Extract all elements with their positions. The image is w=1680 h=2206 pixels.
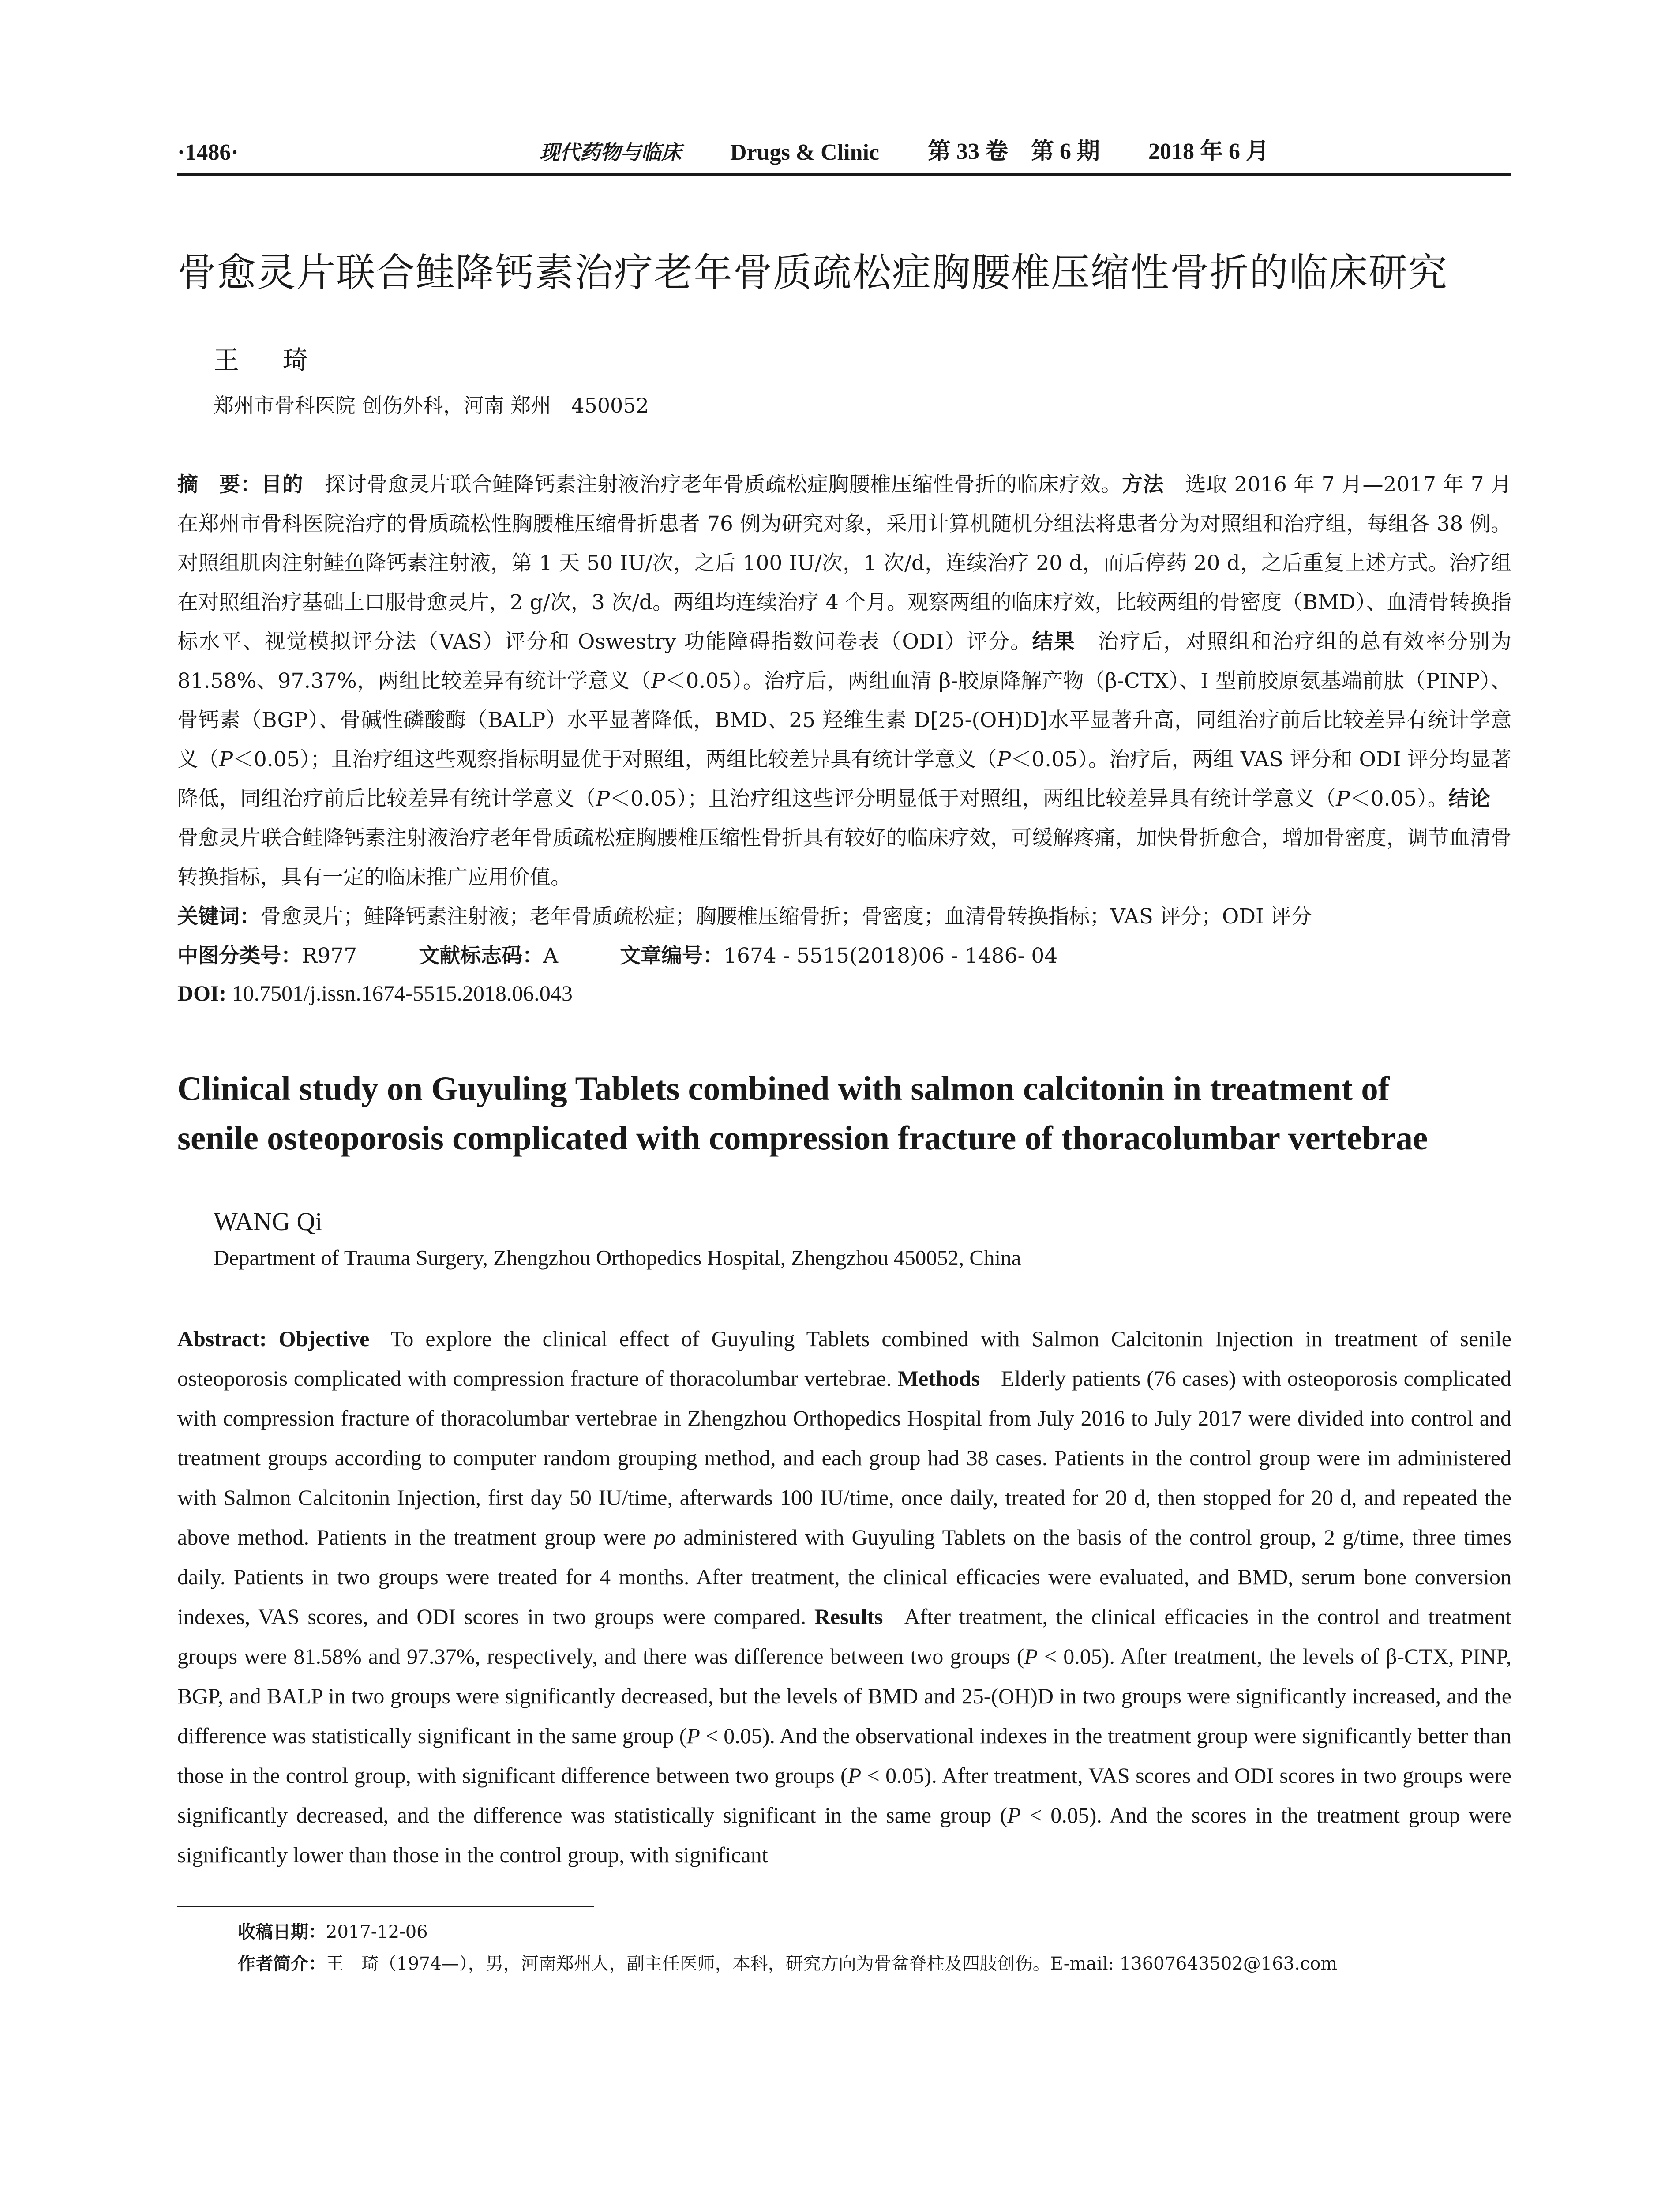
cn-methods-label: 方法 — [1122, 473, 1164, 497]
p-symbol: P — [848, 1763, 862, 1788]
p-symbol: P — [596, 787, 610, 811]
p-symbol: P — [686, 1723, 700, 1748]
chinese-keywords — [177, 897, 1511, 936]
cn-results-label: 结果 — [1032, 630, 1076, 654]
classification-line — [177, 936, 1511, 975]
p-symbol: P — [219, 747, 233, 772]
article-no-value: 1674 - 5515(2018)06 - 1486- 04 — [724, 944, 1058, 968]
cn-results-text: 治疗后，对照组和治疗组的总有效率分别为 81.58%、97.37%，两组比较差异有统计学意义（ — [177, 630, 1512, 693]
en-methods-label: Methods — [897, 1366, 980, 1391]
bio-text: 王 琦（1974—），男，河南郑州人，副主任医师，本科，研究方向为骨盆脊柱及四肢创伤。E-mail: 13607643502@163.com — [326, 1954, 1338, 1974]
cn-results-text: ＜0.05）。 — [1350, 787, 1449, 811]
cn-conclusion-text: 骨愈灵片联合鲑降钙素注射液治疗老年骨质疏松症胸腰椎压缩性骨折具有较好的临床疗效，可缓解疼痛，加快骨折愈合，增加骨密度，调节血清骨转换指标，具有一定的临床推广应用价值。 — [177, 826, 1511, 889]
running-header — [177, 132, 1511, 176]
en-methods-text: administered with Guyuling Tablets on the basis of the control group, 2 g/time, three times daily. Patients in two groups were treated for 4 months. After treatment, the clinical efficacies were evaluated, and BMD, serum bone conversion indexes, VAS scores, and ODI scores in two groups were compared. — [177, 1525, 1512, 1629]
en-objective-text: To explore the clinical effect of Guyuling Tablets combined with Salmon Calcitonin Injection in treatment of senile osteoporosis complicated with compression fracture of thoracolumbar vertebrae. — [177, 1326, 1511, 1391]
clc-value: R977 — [302, 944, 357, 968]
english-affiliation: Department of Trauma Surgery, Zhengzhou Orthopedics Hospital, Zhengzhou 450052, China — [214, 1246, 1021, 1270]
en-results-label: Results — [814, 1604, 883, 1629]
english-abstract — [177, 1319, 1511, 1875]
bio-label: 作者简介： — [238, 1954, 326, 1974]
en-abstract-label: Abstract: Objective — [177, 1326, 370, 1351]
cn-results-text: ＜0.05）；且治疗组这些观察指标明显优于对照组，两组比较差异具有统计学意义（ — [232, 747, 997, 772]
received-label: 收稿日期： — [238, 1922, 326, 1942]
p-symbol: P — [1024, 1644, 1038, 1669]
keywords-label: 关键词： — [177, 904, 260, 929]
chinese-author: 王 琦 — [214, 345, 326, 375]
journal-info — [540, 132, 1269, 165]
doi-value: 10.7501/j.issn.1674-5515.2018.06.043 — [232, 981, 573, 1005]
chinese-affiliation: 郑州市骨科医院 创伤外科，河南 郑州 450052 — [214, 394, 649, 417]
english-author: WANG Qi — [214, 1207, 322, 1236]
author-bio — [238, 1948, 1511, 1980]
cn-objective-label: 目的 — [261, 473, 304, 497]
en-results-text: < 0.05). And the scores in the treatment group were significantly lower than those in the control group, with significant — [177, 1803, 1511, 1867]
po-abbrev: po — [653, 1525, 676, 1549]
article-no-label: 文章编号： — [620, 944, 724, 968]
doc-code-value: A — [543, 944, 559, 968]
journal-issue: 第 33 卷 第 6 期 — [927, 139, 1100, 164]
cn-results-text: ＜0.05）；且治疗组这些评分明显低于对照组，两组比较差异具有统计学意义（ — [610, 787, 1336, 811]
p-symbol: P — [1336, 787, 1350, 811]
footnote — [177, 1916, 1511, 1980]
en-results-text: < 0.05). After treatment, the levels of β-CTX, PINP, BGP, and BALP in two groups were significantly decreased, but the levels of BMD and 25-(OH)D in two groups were significantly increased, and the difference was statistically significant in the same group ( — [177, 1644, 1511, 1748]
keywords-text: 骨愈灵片；鲑降钙素注射液；老年骨质疏松症；胸腰椎压缩骨折；骨密度；血清骨转换指标；VAS 评分；ODI 评分 — [260, 904, 1312, 929]
page-number: ·1486· — [177, 140, 239, 165]
cn-methods-text: 选取 2016 年 7 月—2017 年 7 月在郑州市骨科医院治疗的骨质疏松性胸腰椎压缩骨折患者 76 例为研究对象，采用计算机随机分组法将患者分为对照组和治疗组，每组各 38 例。对照组肌肉注射鲑鱼降钙素注射液，第 1 天 50 IU/次，之后 100 IU/次，1 次/d，连续治疗 20 d，而后停药 20 d，之后重复上述方式。治疗组在对照组治疗基础上口服骨愈灵片，2 g/次，3 次/d。两组均连续治疗 4 个月。观察两组的临床疗效，比较两组的骨密度（BMD）、血清骨转换指标水平、视觉模拟评分法（VAS）评分和 Oswestry 功能障碍指数问卷表（ODI）评分。 — [177, 473, 1512, 654]
cn-objective-text: 探讨骨愈灵片联合鲑降钙素注射液治疗老年骨质疏松症胸腰椎压缩性骨折的临床疗效。 — [324, 473, 1122, 497]
journal-name-en: Drugs & Clinic — [730, 140, 879, 165]
english-title — [177, 1064, 1511, 1163]
chinese-abstract — [177, 465, 1511, 897]
clc-label: 中图分类号： — [177, 944, 302, 968]
cn-abstract-label: 摘 要： — [177, 473, 262, 497]
cn-results-text: ＜0.05）。治疗后，两组 VAS 评分和 ODI 评分均显著降低，同组治疗前后比较差异有统计学意义（ — [177, 747, 1512, 811]
received-date — [238, 1916, 1511, 1948]
english-title-line-2: senile osteoporosis complicated with compression fracture of thoracolumbar vertebrae — [177, 1119, 1428, 1157]
en-methods-text: Elderly patients (76 cases) with osteoporosis complicated with compression fracture of thoracolumbar vertebrae in Zhengzhou Orthopedics Hospital from July 2016 to July 2017 were divided into control and treatment groups according to computer random grouping method, and each group had 38 cases. Patients in the control group were im administered with Salmon Calcitonin Injection, first day 50 IU/time, afterwards 100 IU/time, once daily, treated for 20 d, then stopped for 20 d, and repeated the above method. Patients in the treatment group were — [177, 1366, 1511, 1549]
footnote-divider — [177, 1906, 594, 1907]
english-title-line-1: Clinical study on Guyuling Tablets combined with salmon calcitonin in treatment of — [177, 1069, 1390, 1107]
doi-line — [177, 975, 1511, 1011]
p-symbol: P — [997, 747, 1011, 772]
doc-code-label: 文献标志码： — [419, 944, 544, 968]
doi-label: DOI: — [177, 981, 227, 1005]
cn-results-text: ＜0.05）。治疗后，两组血清 β-胶原降解产物（β-CTX）、I 型前胶原氨基端前肽（PINP）、骨钙素（BGP）、骨碱性磷酸酶（BALP）水平显著降低，BMD、25 羟维生素 D[25-(OH)D]水平显著升高，同组治疗前后比较差异有统计学意义（ — [177, 669, 1511, 772]
en-results-text: < 0.05). And the observational indexes in the treatment group were significantly better than those in the control group, with significant difference between two groups ( — [177, 1723, 1512, 1788]
journal-name-cn: 现代药物与临床 — [539, 140, 682, 164]
chinese-title: 骨愈灵片联合鲑降钙素治疗老年骨质疏松症胸腰椎压缩性骨折的临床研究 — [177, 250, 1448, 295]
article-page — [177, 132, 1511, 1980]
p-symbol: P — [1007, 1803, 1021, 1827]
p-symbol: P — [651, 669, 665, 693]
en-results-text: After treatment, the clinical efficacies in the control and treatment groups were 81.58% and 97.37%, respectively, and there was difference between two groups ( — [177, 1604, 1512, 1669]
en-results-text: < 0.05). After treatment, VAS scores and ODI scores in two groups were significantly decreased, and the difference was statistically significant in the same group ( — [177, 1763, 1511, 1827]
journal-date: 2018 年 6 月 — [1148, 139, 1269, 164]
cn-conclusion-label: 结论 — [1448, 787, 1491, 811]
received-value: 2017-12-06 — [326, 1922, 428, 1942]
